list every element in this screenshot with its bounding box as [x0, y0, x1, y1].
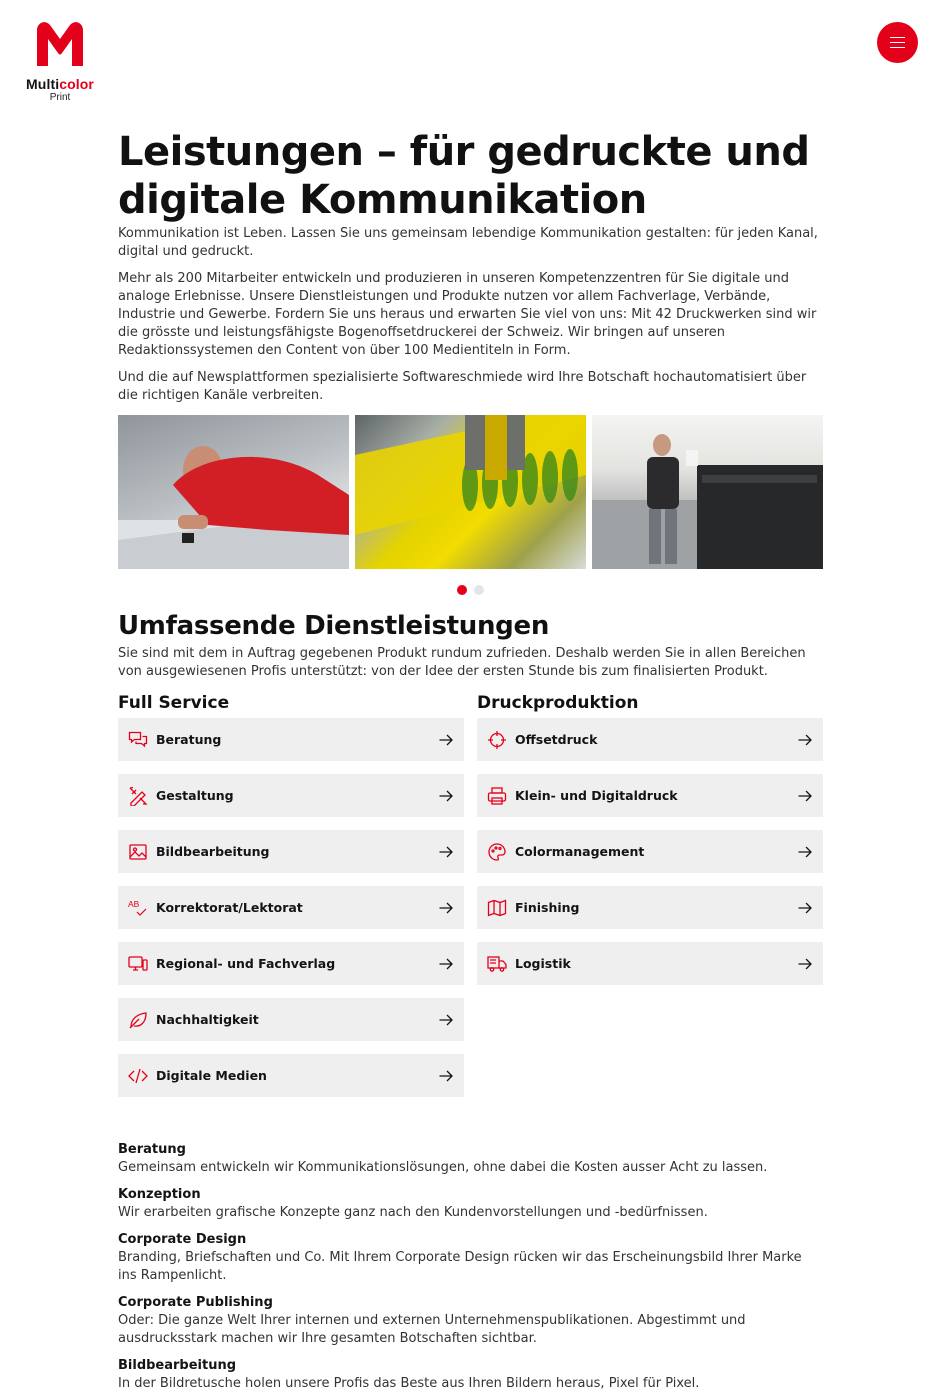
detail-title: Beratung [118, 1142, 186, 1157]
carousel-dot[interactable] [457, 585, 467, 595]
service-link-korrektorat[interactable] [118, 886, 464, 929]
chat-bubbles-icon [128, 730, 148, 750]
printer-icon [487, 786, 507, 806]
printer-worker-photo [118, 415, 349, 569]
arrow-right-icon [797, 844, 813, 860]
services-title: Umfassende Dienstleistungen [118, 611, 550, 641]
carousel-dot[interactable] [474, 585, 484, 595]
main-content [118, 128, 823, 1110]
service-link-gestaltung[interactable] [118, 774, 464, 817]
service-label: Colormanagement [515, 844, 645, 859]
hamburger-line-icon [890, 47, 905, 48]
detail-item [118, 1357, 823, 1393]
druckproduktion-heading: Druckproduktion [477, 693, 639, 713]
image-icon [128, 842, 148, 862]
svg-text:AB: AB [128, 898, 140, 909]
arrow-right-icon [438, 1068, 454, 1084]
service-link-nachhaltigkeit[interactable] [118, 998, 464, 1041]
detail-item [118, 1294, 823, 1348]
service-columns [118, 692, 823, 1110]
service-link-digitale-medien[interactable] [118, 1054, 464, 1097]
pen-ruler-icon [128, 786, 148, 806]
logo[interactable] [20, 20, 100, 104]
arrow-right-icon [438, 900, 454, 916]
service-details [118, 1141, 823, 1400]
code-icon [128, 1066, 148, 1086]
leaf-icon [128, 1010, 148, 1030]
spellcheck-icon [128, 898, 148, 918]
detail-item [118, 1186, 823, 1222]
devices-icon [128, 954, 148, 974]
ink-rollers-photo [355, 415, 586, 569]
detail-text: In der Bildretusche holen unsere Profis das Beste aus Ihren Bildern heraus, Pixel für Pixel. [118, 1376, 700, 1391]
arrow-right-icon [797, 900, 813, 916]
service-label: Beratung [156, 732, 222, 747]
page-title: Leistungen – für gedruckte und digitale Kommunikation [118, 129, 810, 223]
intro-paragraph: Kommunikation ist Leben. Lassen Sie uns gemeinsam lebendige Kommunikation gestalten: für jeden Kanal, digital und gedruckt. [118, 226, 818, 259]
service-link-logistik[interactable] [477, 942, 823, 985]
crosshair-icon [487, 730, 507, 750]
arrow-right-icon [438, 788, 454, 804]
full-service-heading: Full Service [118, 693, 230, 713]
service-link-beratung[interactable] [118, 718, 464, 761]
detail-text: Wir erarbeiten grafische Konzepte ganz nach den Kundenvorstellungen und -bedürfnissen. [118, 1205, 708, 1220]
folded-map-icon [487, 898, 507, 918]
service-label: Logistik [515, 956, 571, 971]
carousel-image [118, 415, 349, 569]
service-label: Korrektorat/Lektorat [156, 900, 303, 915]
menu-button[interactable] [877, 22, 918, 63]
services-paragraph: Sie sind mit dem in Auftrag gegebenen Produkt rundum zufrieden. Deshalb werden Sie in allen Bereichen von ausgewiesenen Profis unterstützt: von der Idee der ersten Stunde bis zum finalisierten Produkt. [118, 646, 806, 679]
arrow-right-icon [797, 956, 813, 972]
logo-subtitle: Print [49, 92, 71, 103]
carousel-image [355, 415, 586, 569]
detail-title: Corporate Publishing [118, 1295, 273, 1310]
image-carousel[interactable] [118, 415, 823, 569]
hamburger-line-icon [890, 42, 905, 43]
operator-at-press-photo [592, 415, 823, 569]
arrow-right-icon [438, 732, 454, 748]
service-label: Finishing [515, 900, 580, 915]
arrow-right-icon [438, 956, 454, 972]
service-label: Regional- und Fachverlag [156, 956, 336, 971]
service-link-offsetdruck[interactable] [477, 718, 823, 761]
hamburger-line-icon [890, 37, 905, 38]
service-link-regional-fachverlag[interactable] [118, 942, 464, 985]
intro-paragraph: Und die auf Newsplattformen spezialisierte Softwareschmiede wird Ihre Botschaft hochautomatisiert über die richtigen Kanäle verbreiten. [118, 370, 807, 403]
full-service-column [118, 692, 464, 1110]
service-label: Offsetdruck [515, 732, 598, 747]
arrow-right-icon [797, 788, 813, 804]
detail-item [118, 1231, 823, 1285]
service-link-colormanagement[interactable] [477, 830, 823, 873]
service-label: Nachhaltigkeit [156, 1012, 259, 1027]
truck-icon [487, 954, 507, 974]
palette-icon [487, 842, 507, 862]
carousel-pagination [118, 585, 823, 595]
detail-title: Corporate Design [118, 1232, 247, 1247]
detail-title: Bildbearbeitung [118, 1358, 237, 1373]
arrow-right-icon [438, 1012, 454, 1028]
detail-text: Oder: Die ganze Welt Ihrer internen und externen Unternehmenspublikationen. Abgestimmt und ausdrucksstark machen wir Ihre gesamten Botschaften sichtbar. [118, 1313, 746, 1346]
service-link-bildbearbeitung[interactable] [118, 830, 464, 873]
service-label: Gestaltung [156, 788, 234, 803]
service-label: Bildbearbeitung [156, 844, 270, 859]
service-label: Klein- und Digitaldruck [515, 788, 678, 803]
service-label: Digitale Medien [156, 1068, 267, 1083]
service-link-finishing[interactable] [477, 886, 823, 929]
service-link-klein-digitaldruck[interactable] [477, 774, 823, 817]
detail-item [118, 1141, 823, 1177]
detail-title: Konzeption [118, 1187, 201, 1202]
arrow-right-icon [438, 844, 454, 860]
druckproduktion-column [477, 692, 823, 1110]
detail-text: Gemeinsam entwickeln wir Kommunikationslösungen, ohne dabei die Kosten ausser Acht zu lassen. [118, 1160, 768, 1175]
intro-paragraph: Mehr als 200 Mitarbeiter entwickeln und produzieren in unseren Kompetenzzentren für Sie digitale und analoge Erlebnisse. Unsere Dienstleistungen und Produkte nutzen vor allem Fachverlage, Verbände, Industrie und Gewerbe. Fordern Sie uns heraus und erwarten Sie viel von uns: Mit 42 Druckwerken sind wir die grösste und leistungsfähigste Bogenoffsetdruckerei der Schweiz. Wir bringen auf unseren Redaktionssystemen den Content von über 100 Medientiteln in Form. [118, 271, 817, 358]
arrow-right-icon [797, 732, 813, 748]
logo-wordmark: Multicolor [26, 76, 94, 92]
logo-m-icon [35, 20, 85, 68]
detail-text: Branding, Briefschaften und Co. Mit Ihrem Corporate Design rücken wir das Erscheinungsbild Ihrer Marke ins Rampenlicht. [118, 1250, 802, 1283]
carousel-image [592, 415, 823, 569]
